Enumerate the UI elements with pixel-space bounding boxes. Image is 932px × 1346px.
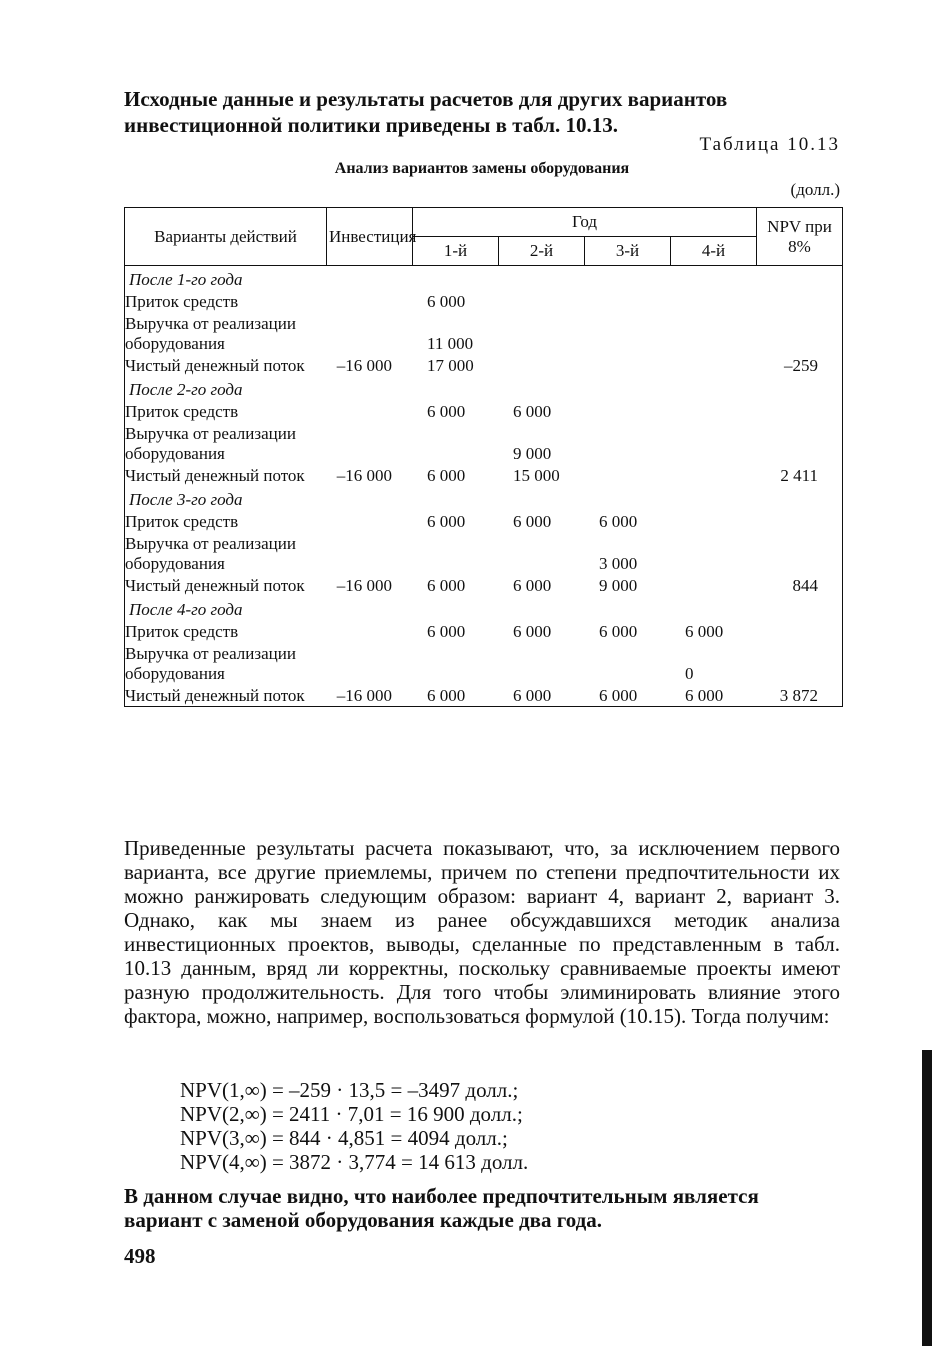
year-3-cell: 6 000 bbox=[599, 512, 638, 531]
year-1-cell: 6 000 bbox=[427, 576, 466, 595]
table-row bbox=[125, 290, 843, 312]
npv-cell bbox=[757, 312, 843, 354]
npv-cell: 3 872 bbox=[757, 684, 843, 707]
year-2-cell: 6 000 bbox=[513, 512, 552, 531]
header-year-2: 2-й bbox=[499, 237, 585, 266]
table-row bbox=[125, 574, 843, 596]
year-3-cell bbox=[585, 464, 671, 486]
investment-cell: –16 000 bbox=[336, 576, 392, 595]
investment-cell bbox=[327, 642, 413, 684]
formula-line: NPV(1,∞) = –259 · 13,5 = –3497 долл.; bbox=[180, 1078, 519, 1102]
equipment-replacement-table bbox=[124, 207, 843, 707]
year-3-cell bbox=[585, 354, 671, 376]
year-1-cell bbox=[413, 422, 499, 464]
year-2-cell bbox=[499, 354, 585, 376]
page-number: 498 bbox=[124, 1244, 156, 1268]
npv-cell bbox=[757, 290, 843, 312]
year-3-cell bbox=[585, 400, 671, 422]
table-row bbox=[125, 312, 843, 354]
investment-cell: –16 000 bbox=[336, 466, 392, 485]
year-4-cell: 0 bbox=[685, 664, 694, 683]
year-4-cell bbox=[671, 574, 757, 596]
row-label: Приток средств bbox=[125, 290, 327, 312]
year-1-cell: 6 000 bbox=[427, 512, 466, 531]
year-3-cell: 6 000 bbox=[585, 684, 671, 707]
npv-cell bbox=[757, 400, 843, 422]
table-header bbox=[125, 208, 843, 266]
year-1-cell: 6 000 bbox=[427, 466, 466, 485]
table-row bbox=[125, 620, 843, 642]
table-row bbox=[125, 684, 843, 707]
row-label: Выручка от реализации оборудования bbox=[125, 312, 327, 354]
header-year-1: 1-й bbox=[413, 237, 499, 266]
conclusion-paragraph: В данном случае видно, что наиболее предпочтительным является вариант с заменой оборудования каждые два года. bbox=[124, 1184, 759, 1232]
scan-edge-shadow bbox=[922, 1050, 932, 1346]
npv-cell bbox=[757, 532, 843, 574]
year-2-cell bbox=[499, 532, 585, 574]
investment-cell bbox=[327, 620, 413, 642]
row-label: Приток средств bbox=[125, 510, 327, 532]
year-1-cell: 17 000 bbox=[427, 356, 474, 375]
row-label: Выручка от реализации оборудования bbox=[125, 422, 327, 464]
section-title: После 2-го года bbox=[125, 376, 843, 400]
section-row bbox=[125, 266, 843, 291]
year-3-cell: 9 000 bbox=[599, 576, 638, 595]
table-body bbox=[125, 266, 843, 707]
formula-list bbox=[180, 1078, 528, 1174]
investment-cell bbox=[327, 312, 413, 354]
section-title: После 3-го года bbox=[125, 486, 843, 510]
table-row bbox=[125, 422, 843, 464]
year-1-cell: 11 000 bbox=[427, 334, 474, 353]
table-row bbox=[125, 464, 843, 486]
year-2-cell bbox=[499, 642, 585, 684]
row-label: Чистый денежный поток bbox=[125, 464, 327, 486]
investment-cell: –16 000 bbox=[336, 356, 392, 375]
row-label: Приток средств bbox=[125, 620, 327, 642]
investment-cell bbox=[327, 290, 413, 312]
header-year-3: 3-й bbox=[585, 237, 671, 266]
investment-cell bbox=[327, 400, 413, 422]
section-row bbox=[125, 596, 843, 620]
year-1-cell: 6 000 bbox=[427, 292, 466, 311]
npv-cell bbox=[757, 422, 843, 464]
formula-line: NPV(4,∞) = 3872 · 3,774 = 14 613 долл. bbox=[180, 1150, 529, 1174]
npv-cell bbox=[757, 620, 843, 642]
table-number: Таблица 10.13 bbox=[699, 134, 840, 155]
year-2-cell: 6 000 bbox=[513, 576, 552, 595]
year-2-cell bbox=[499, 290, 585, 312]
year-2-cell: 6 000 bbox=[513, 402, 552, 421]
year-2-cell: 6 000 bbox=[499, 684, 585, 707]
year-3-cell bbox=[585, 642, 671, 684]
year-1-cell: 6 000 bbox=[427, 402, 466, 421]
row-label: Чистый денежный поток bbox=[125, 354, 327, 376]
year-4-cell bbox=[671, 354, 757, 376]
header-year-4: 4-й bbox=[671, 237, 757, 266]
table-row bbox=[125, 354, 843, 376]
header-npv: NPV при 8% bbox=[757, 208, 843, 266]
table-title: Анализ вариантов замены оборудования bbox=[334, 160, 630, 177]
header-actions: Варианты действий bbox=[125, 208, 327, 266]
formula-line: NPV(3,∞) = 844 · 4,851 = 4094 долл.; bbox=[180, 1126, 508, 1150]
year-3-cell bbox=[585, 312, 671, 354]
header-year: Год bbox=[413, 208, 757, 237]
npv-cell bbox=[757, 642, 843, 684]
intro-paragraph: Исходные данные и результаты расчетов для других вариантов инвестиционной политики приведены в табл. 10.13. bbox=[124, 87, 728, 137]
year-4-cell bbox=[671, 510, 757, 532]
table-row bbox=[125, 510, 843, 532]
year-1-cell bbox=[413, 642, 499, 684]
npv-cell bbox=[757, 510, 843, 532]
year-4-cell: 6 000 bbox=[671, 684, 757, 707]
row-label: Выручка от реализации оборудования bbox=[125, 642, 327, 684]
section-title: После 1-го года bbox=[125, 266, 843, 291]
year-4-cell bbox=[671, 290, 757, 312]
row-label: Чистый денежный поток bbox=[125, 684, 327, 707]
year-4-cell bbox=[671, 312, 757, 354]
table-row bbox=[125, 642, 843, 684]
year-4-cell bbox=[671, 532, 757, 574]
investment-cell: –16 000 bbox=[327, 684, 413, 707]
year-1-cell bbox=[413, 532, 499, 574]
year-4-cell: 6 000 bbox=[685, 622, 724, 641]
analysis-paragraph: Приведенные результаты расчета показывают, что, за исключением первого варианта, все другие приемлемы, причем по степени предпочтительности их можно ранжировать следующим образом: вариант 4, вариант 2, вариант 3. Однако, как мы знаем из ранее обсуждавшихся методик анализа инвестиционных проектов, выводы, сделанные по представленным в табл. 10.13 данным, вряд ли корректны, поскольку сравниваемые проекты имеют разную продолжительность. Для того чтобы элиминировать влияние этого фактора, можно, например, воспользоваться формулой (10.15). Тогда получим: bbox=[124, 836, 840, 1028]
section-row bbox=[125, 486, 843, 510]
year-1-cell: 6 000 bbox=[413, 684, 499, 707]
year-4-cell bbox=[671, 422, 757, 464]
npv-cell: –259 bbox=[757, 354, 843, 376]
year-3-cell: 3 000 bbox=[599, 554, 638, 573]
row-label: Приток средств bbox=[125, 400, 327, 422]
year-2-cell: 15 000 bbox=[513, 466, 560, 485]
section-title: После 4-го года bbox=[125, 596, 843, 620]
year-3-cell: 6 000 bbox=[599, 622, 638, 641]
row-label: Выручка от реализации оборудования bbox=[125, 532, 327, 574]
npv-cell: 844 bbox=[757, 574, 843, 596]
year-1-cell: 6 000 bbox=[427, 622, 466, 641]
year-4-cell bbox=[671, 464, 757, 486]
table-row bbox=[125, 400, 843, 422]
year-3-cell bbox=[585, 290, 671, 312]
year-2-cell: 6 000 bbox=[513, 622, 552, 641]
formula-line: NPV(2,∞) = 2411 · 7,01 = 16 900 долл.; bbox=[180, 1102, 523, 1126]
npv-cell: 2 411 bbox=[757, 464, 843, 486]
investment-cell bbox=[327, 510, 413, 532]
row-label: Чистый денежный поток bbox=[125, 574, 327, 596]
year-3-cell bbox=[585, 422, 671, 464]
year-4-cell bbox=[671, 400, 757, 422]
section-row bbox=[125, 376, 843, 400]
investment-cell bbox=[327, 532, 413, 574]
table-units: (долл.) bbox=[790, 180, 840, 199]
header-investment: Инвестиция bbox=[327, 208, 413, 266]
year-2-cell bbox=[499, 312, 585, 354]
investment-cell bbox=[327, 422, 413, 464]
table-row bbox=[125, 532, 843, 574]
year-2-cell: 9 000 bbox=[513, 444, 552, 463]
